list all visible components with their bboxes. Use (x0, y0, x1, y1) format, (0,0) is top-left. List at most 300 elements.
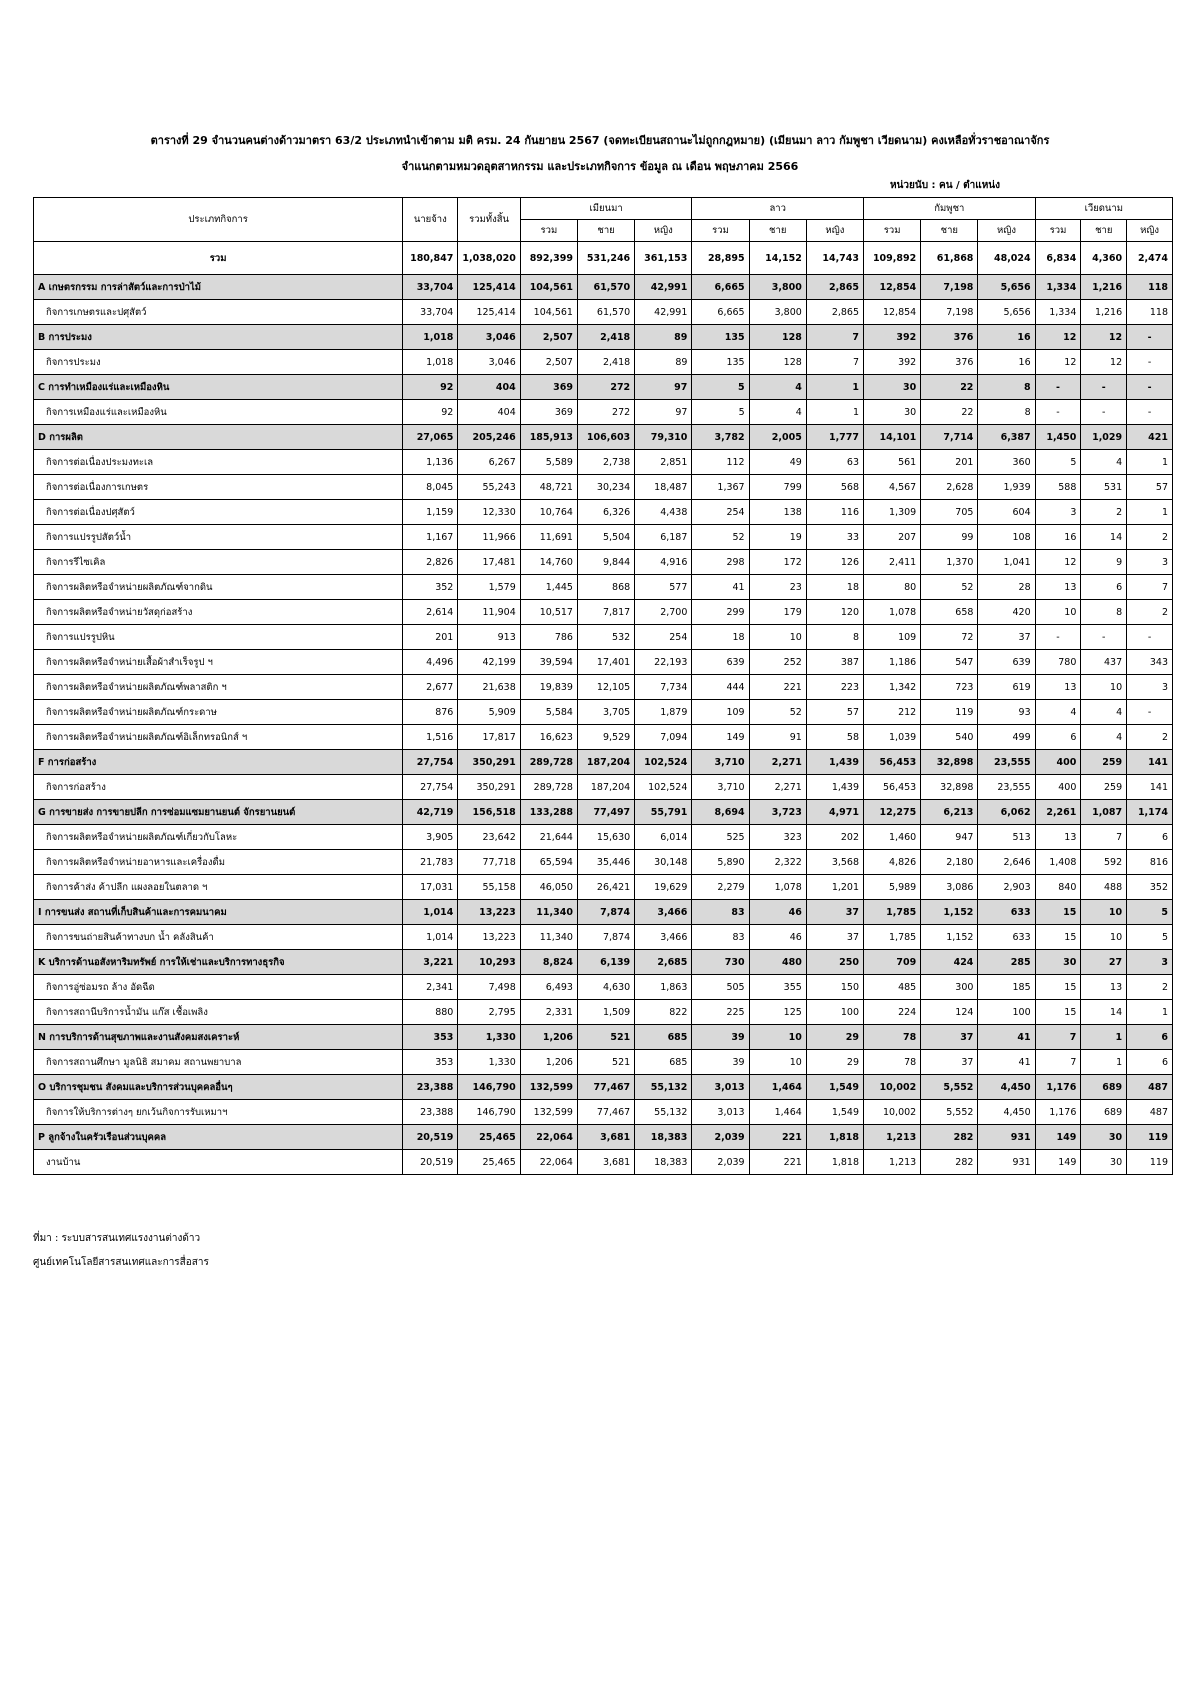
table-row (34, 575, 1173, 600)
cell-value: 6 (1035, 725, 1081, 750)
cell-value: 1,206 (520, 1050, 577, 1075)
cell-value: 17,817 (458, 725, 520, 750)
cell-value: 57 (806, 700, 863, 725)
table-row (34, 475, 1173, 500)
cell-value: 13,223 (458, 925, 520, 950)
cell-value: 705 (921, 500, 978, 525)
cell-value: 205,246 (458, 425, 520, 450)
cell-value: 400 (1035, 775, 1081, 800)
row-label: A เกษตรกรรม การล่าสัตว์และการป่าไม้ (34, 275, 403, 300)
cell-value: 1,201 (806, 875, 863, 900)
cell-value: 6,326 (577, 500, 634, 525)
cell-value: 2,795 (458, 1000, 520, 1025)
cell-value: 685 (635, 1025, 692, 1050)
cell-value: 1 (806, 375, 863, 400)
row-label: G การขายส่ง การขายปลีก การซ่อมแซมยานยนต์ จักรยานยนต์ (34, 800, 403, 825)
cell-value: 48,024 (978, 242, 1035, 275)
cell-value: 4,826 (864, 850, 921, 875)
header-sub-female: หญิง (1127, 220, 1173, 242)
cell-value: 116 (806, 500, 863, 525)
cell-value: 525 (692, 825, 749, 850)
cell-value: 730 (692, 950, 749, 975)
cell-value: 5,552 (921, 1075, 978, 1100)
cell-value: 77,718 (458, 850, 520, 875)
cell-value: 840 (1035, 875, 1081, 900)
cell-value: 13 (1081, 975, 1127, 1000)
cell-value: 786 (520, 625, 577, 650)
cell-value: 15 (1035, 975, 1081, 1000)
cell-value: 588 (1035, 475, 1081, 500)
row-label: กิจการต่อเนื่องปศุสัตว์ (34, 500, 403, 525)
cell-value: 2,039 (692, 1150, 749, 1175)
cell-value: 272 (577, 400, 634, 425)
cell-value: 289,728 (520, 775, 577, 800)
table-row (34, 650, 1173, 675)
cell-value: 2,474 (1127, 242, 1173, 275)
cell-value: 30 (864, 375, 921, 400)
cell-value: 77,497 (577, 800, 634, 825)
cell-value: 400 (1035, 750, 1081, 775)
cell-value: 250 (806, 950, 863, 975)
cell-value: 26,421 (577, 875, 634, 900)
cell-value: 7,734 (635, 675, 692, 700)
cell-value: 10 (1081, 900, 1127, 925)
cell-value: 32,898 (921, 750, 978, 775)
cell-value: 10,002 (864, 1100, 921, 1125)
cell-value: 2,826 (403, 550, 458, 575)
header-sub-male: ชาย (921, 220, 978, 242)
cell-value: 17,031 (403, 875, 458, 900)
cell-value: 7 (806, 350, 863, 375)
cell-value: 83 (692, 925, 749, 950)
table-row (34, 700, 1173, 725)
cell-value: 39 (692, 1025, 749, 1050)
cell-value: 28 (978, 575, 1035, 600)
cell-value: 540 (921, 725, 978, 750)
cell-value: - (1035, 375, 1081, 400)
cell-value: 2,677 (403, 675, 458, 700)
cell-value: 22,064 (520, 1125, 577, 1150)
cell-value: 3,221 (403, 950, 458, 975)
cell-value: 2,507 (520, 350, 577, 375)
cell-value: 577 (635, 575, 692, 600)
cell-value: 179 (749, 600, 806, 625)
cell-value: 2,271 (749, 750, 806, 775)
row-label: กิจการเกษตรและปศุสัตว์ (34, 300, 403, 325)
cell-value: 37 (921, 1025, 978, 1050)
cell-value: 14,760 (520, 550, 577, 575)
cell-value: 11,966 (458, 525, 520, 550)
cell-value: 97 (635, 375, 692, 400)
cell-value: 30,148 (635, 850, 692, 875)
cell-value: 10 (749, 625, 806, 650)
cell-value: 33 (806, 525, 863, 550)
header-sub-total: รวม (692, 220, 749, 242)
cell-value: 4,438 (635, 500, 692, 525)
cell-value: 2,507 (520, 325, 577, 350)
cell-value: 1,549 (806, 1100, 863, 1125)
cell-value: 10,293 (458, 950, 520, 975)
cell-value: 604 (978, 500, 1035, 525)
cell-value: 17,481 (458, 550, 520, 575)
cell-value: 5,504 (577, 525, 634, 550)
cell-value: 487 (1127, 1100, 1173, 1125)
cell-value: 23 (749, 575, 806, 600)
row-label: C การทำเหมืองแร่และเหมืองหิน (34, 375, 403, 400)
cell-value: 41 (978, 1050, 1035, 1075)
table-row (34, 500, 1173, 525)
table-row (34, 925, 1173, 950)
row-label: F การก่อสร้าง (34, 750, 403, 775)
cell-value: 547 (921, 650, 978, 675)
cell-value: 531,246 (577, 242, 634, 275)
cell-value: 387 (806, 650, 863, 675)
cell-value: 1,176 (1035, 1075, 1081, 1100)
cell-value: 11,340 (520, 925, 577, 950)
cell-value: 42,991 (635, 300, 692, 325)
cell-value: 254 (692, 500, 749, 525)
cell-value: 639 (978, 650, 1035, 675)
cell-value: 5,552 (921, 1100, 978, 1125)
cell-value: 133,288 (520, 800, 577, 825)
cell-value: 22 (921, 400, 978, 425)
row-label: กิจการเหมืองแร่และเหมืองหิน (34, 400, 403, 425)
cell-value: 300 (921, 975, 978, 1000)
cell-value: - (1127, 400, 1173, 425)
cell-value: 30 (1081, 1125, 1127, 1150)
cell-value: 505 (692, 975, 749, 1000)
cell-value: 369 (520, 400, 577, 425)
cell-value: 119 (1127, 1125, 1173, 1150)
row-label: กิจการต่อเนื่องการเกษตร (34, 475, 403, 500)
cell-value: 89 (635, 350, 692, 375)
cell-value: 13 (1035, 575, 1081, 600)
cell-value: 10 (749, 1050, 806, 1075)
cell-value: 14,152 (749, 242, 806, 275)
cell-value: - (1035, 625, 1081, 650)
cell-value: 1,213 (864, 1125, 921, 1150)
cell-value: 2 (1081, 500, 1127, 525)
cell-value: 108 (978, 525, 1035, 550)
row-label: กิจการผลิตหรือจำหน่ายเสื้อผ้าสำเร็จรูป ฯ (34, 650, 403, 675)
cell-value: 2,418 (577, 350, 634, 375)
cell-value: 1,216 (1081, 275, 1127, 300)
cell-value: 15,630 (577, 825, 634, 850)
cell-value: 2,180 (921, 850, 978, 875)
cell-value: 104,561 (520, 275, 577, 300)
cell-value: 119 (921, 700, 978, 725)
cell-value: 15 (1035, 900, 1081, 925)
cell-value: 102,524 (635, 750, 692, 775)
table-row (34, 1100, 1173, 1125)
table-row (34, 525, 1173, 550)
cell-value: 3,466 (635, 900, 692, 925)
cell-value: 30 (1081, 1150, 1127, 1175)
cell-value: 2,903 (978, 875, 1035, 900)
cell-value: 1,939 (978, 475, 1035, 500)
cell-value: 709 (864, 950, 921, 975)
table-row (34, 850, 1173, 875)
cell-value: 149 (692, 725, 749, 750)
cell-value: 3,086 (921, 875, 978, 900)
cell-value: 799 (749, 475, 806, 500)
row-label: กิจการสถานศึกษา มูลนิธิ สมาคม สถานพยาบาล (34, 1050, 403, 1075)
cell-value: 289,728 (520, 750, 577, 775)
cell-value: 2,851 (635, 450, 692, 475)
cell-value: 5,656 (978, 300, 1035, 325)
header-country-vietnam: เวียดนาม (1035, 198, 1172, 220)
cell-value: 29 (806, 1050, 863, 1075)
row-label: K บริการด้านอสังหาริมทรัพย์ การให้เช่าและบริการทางธุรกิจ (34, 950, 403, 975)
cell-value: 56,453 (864, 750, 921, 775)
cell-value: 1,018 (403, 325, 458, 350)
cell-value: 4 (749, 400, 806, 425)
header-sub-total: รวม (1035, 220, 1081, 242)
cell-value: 33,704 (403, 300, 458, 325)
table-row (34, 400, 1173, 425)
cell-value: 12,105 (577, 675, 634, 700)
row-label: กิจการสถานีบริการน้ำมัน แก๊ส เชื้อเพลิง (34, 1000, 403, 1025)
cell-value: 61,570 (577, 275, 634, 300)
cell-value: 343 (1127, 650, 1173, 675)
cell-value: 4 (1081, 700, 1127, 725)
cell-value: 1,159 (403, 500, 458, 525)
cell-value: 30,234 (577, 475, 634, 500)
cell-value: 1,342 (864, 675, 921, 700)
table-row (34, 600, 1173, 625)
cell-value: 78 (864, 1025, 921, 1050)
table-row (34, 775, 1173, 800)
cell-value: 3,705 (577, 700, 634, 725)
cell-value: 2,322 (749, 850, 806, 875)
cell-value: 63 (806, 450, 863, 475)
cell-value: 1,549 (806, 1075, 863, 1100)
cell-value: 259 (1081, 750, 1127, 775)
cell-value: 118 (1127, 275, 1173, 300)
header-sub-female: หญิง (806, 220, 863, 242)
cell-value: 1 (1127, 450, 1173, 475)
cell-value: 3,466 (635, 925, 692, 950)
cell-value: 7,874 (577, 900, 634, 925)
cell-value: 20,519 (403, 1125, 458, 1150)
row-label: กิจการให้บริการต่างๆ ยกเว้นกิจการรับเหมาฯ (34, 1100, 403, 1125)
cell-value: 11,340 (520, 900, 577, 925)
cell-value: 128 (749, 325, 806, 350)
cell-value: 7,198 (921, 300, 978, 325)
cell-value: 1,367 (692, 475, 749, 500)
cell-value: 37 (806, 900, 863, 925)
cell-value: 1,038,020 (458, 242, 520, 275)
cell-value: 14,743 (806, 242, 863, 275)
cell-value: 1,460 (864, 825, 921, 850)
cell-value: 6 (1081, 575, 1127, 600)
cell-value: 102,524 (635, 775, 692, 800)
cell-value: 106,603 (577, 425, 634, 450)
cell-value: 6,213 (921, 800, 978, 825)
cell-value: 8 (978, 375, 1035, 400)
cell-value: 126 (806, 550, 863, 575)
cell-value: 37 (921, 1050, 978, 1075)
cell-value: 8,824 (520, 950, 577, 975)
cell-value: 225 (692, 1000, 749, 1025)
cell-value: 3,905 (403, 825, 458, 850)
cell-value: 46,050 (520, 875, 577, 900)
cell-value: 376 (921, 325, 978, 350)
cell-value: 299 (692, 600, 749, 625)
cell-value: 931 (978, 1150, 1035, 1175)
row-label: กิจการอู่ซ่อมรถ ล้าง อัดฉีด (34, 975, 403, 1000)
cell-value: 1,167 (403, 525, 458, 550)
cell-value: 4,450 (978, 1100, 1035, 1125)
cell-value: 1,041 (978, 550, 1035, 575)
cell-value: 5,589 (520, 450, 577, 475)
cell-value: 99 (921, 525, 978, 550)
table-row (34, 300, 1173, 325)
cell-value: 223 (806, 675, 863, 700)
cell-value: 1,818 (806, 1150, 863, 1175)
cell-value: 7,094 (635, 725, 692, 750)
cell-value: 125,414 (458, 300, 520, 325)
cell-value: 6 (1127, 1025, 1173, 1050)
cell-value: 10 (1081, 925, 1127, 950)
cell-value: 3,013 (692, 1100, 749, 1125)
cell-value: 89 (635, 325, 692, 350)
cell-value: 46 (749, 925, 806, 950)
cell-value: 46 (749, 900, 806, 925)
cell-value: 2,738 (577, 450, 634, 475)
cell-value: 488 (1081, 875, 1127, 900)
cell-value: 1,464 (749, 1100, 806, 1125)
cell-value: 592 (1081, 850, 1127, 875)
header-country-myanmar: เมียนมา (520, 198, 692, 220)
cell-value: 42,199 (458, 650, 520, 675)
cell-value: 1,078 (864, 600, 921, 625)
cell-value: 57 (1127, 475, 1173, 500)
cell-value: 1,213 (864, 1150, 921, 1175)
cell-value: 1,078 (749, 875, 806, 900)
cell-value: 7 (806, 325, 863, 350)
table-row (34, 350, 1173, 375)
cell-value: 21,644 (520, 825, 577, 850)
cell-value: 13,223 (458, 900, 520, 925)
cell-value: 1,334 (1035, 275, 1081, 300)
cell-value: 4,567 (864, 475, 921, 500)
cell-value: 3,723 (749, 800, 806, 825)
cell-value: 2,039 (692, 1125, 749, 1150)
cell-value: 424 (921, 950, 978, 975)
cell-value: 5,656 (978, 275, 1035, 300)
cell-value: 1,014 (403, 925, 458, 950)
cell-value: 392 (864, 325, 921, 350)
row-label: กิจการประมง (34, 350, 403, 375)
cell-value: 16 (978, 350, 1035, 375)
cell-value: 135 (692, 325, 749, 350)
cell-value: 9,529 (577, 725, 634, 750)
cell-value: 1,186 (864, 650, 921, 675)
unit-label: หน่วยนับ : คน / ตำแหน่ง (889, 180, 1001, 191)
cell-value: 2,865 (806, 300, 863, 325)
cell-value: 421 (1127, 425, 1173, 450)
cell-value: 1 (1127, 500, 1173, 525)
total-row (34, 242, 1173, 275)
cell-value: 172 (749, 550, 806, 575)
cell-value: 947 (921, 825, 978, 850)
cell-value: 7 (1035, 1025, 1081, 1050)
cell-value: 1,445 (520, 575, 577, 600)
cell-value: 5,989 (864, 875, 921, 900)
cell-value: 207 (864, 525, 921, 550)
cell-value: 6,187 (635, 525, 692, 550)
cell-value: 61,868 (921, 242, 978, 275)
cell-value: 55,791 (635, 800, 692, 825)
cell-value: 2,331 (520, 1000, 577, 1025)
cell-value: 221 (749, 1150, 806, 1175)
cell-value: 79,310 (635, 425, 692, 450)
cell-value: - (1127, 325, 1173, 350)
row-label: กิจการต่อเนื่องประมงทะเล (34, 450, 403, 475)
cell-value: 3,710 (692, 775, 749, 800)
cell-value: 93 (978, 700, 1035, 725)
cell-value: 9 (1081, 550, 1127, 575)
footer-source: ที่มา : ระบบสารสนเทศแรงงานต่างด้าว (33, 1233, 201, 1244)
row-label: กิจการรีไซเคิล (34, 550, 403, 575)
cell-value: 619 (978, 675, 1035, 700)
row-label: กิจการผลิตหรือจำหน่ายผลิตภัณฑ์กระดาษ (34, 700, 403, 725)
cell-value: 3,800 (749, 275, 806, 300)
cell-value: 404 (458, 400, 520, 425)
section-row (34, 750, 1173, 775)
cell-value: 913 (458, 625, 520, 650)
cell-value: 141 (1127, 750, 1173, 775)
cell-value: 6,665 (692, 300, 749, 325)
cell-value: 1,152 (921, 925, 978, 950)
cell-value: 6 (1127, 825, 1173, 850)
cell-value: 513 (978, 825, 1035, 850)
cell-value: 16,623 (520, 725, 577, 750)
cell-value: 437 (1081, 650, 1127, 675)
cell-value: 7 (1035, 1050, 1081, 1075)
cell-value: 49 (749, 450, 806, 475)
cell-value: 3,681 (577, 1125, 634, 1150)
cell-value: 141 (1127, 775, 1173, 800)
table-body (34, 242, 1173, 1175)
cell-value: 1,450 (1035, 425, 1081, 450)
header-grand-total: รวมทั้งสิ้น (458, 198, 520, 242)
cell-value: 39,594 (520, 650, 577, 675)
cell-value: 4,360 (1081, 242, 1127, 275)
cell-value: 689 (1081, 1100, 1127, 1125)
cell-value: 13 (1035, 675, 1081, 700)
cell-value: 658 (921, 600, 978, 625)
section-row (34, 800, 1173, 825)
cell-value: 4 (1081, 450, 1127, 475)
cell-value: 146,790 (458, 1075, 520, 1100)
cell-value: 531 (1081, 475, 1127, 500)
cell-value: 187,204 (577, 750, 634, 775)
cell-value: 185 (978, 975, 1035, 1000)
cell-value: 109 (864, 625, 921, 650)
cell-value: 135 (692, 350, 749, 375)
cell-value: 4 (749, 375, 806, 400)
cell-value: 1,029 (1081, 425, 1127, 450)
cell-value: 532 (577, 625, 634, 650)
cell-value: 4 (1035, 700, 1081, 725)
cell-value: 48,721 (520, 475, 577, 500)
cell-value: - (1127, 375, 1173, 400)
cell-value: 221 (749, 1125, 806, 1150)
cell-value: 138 (749, 500, 806, 525)
cell-value: 6,014 (635, 825, 692, 850)
